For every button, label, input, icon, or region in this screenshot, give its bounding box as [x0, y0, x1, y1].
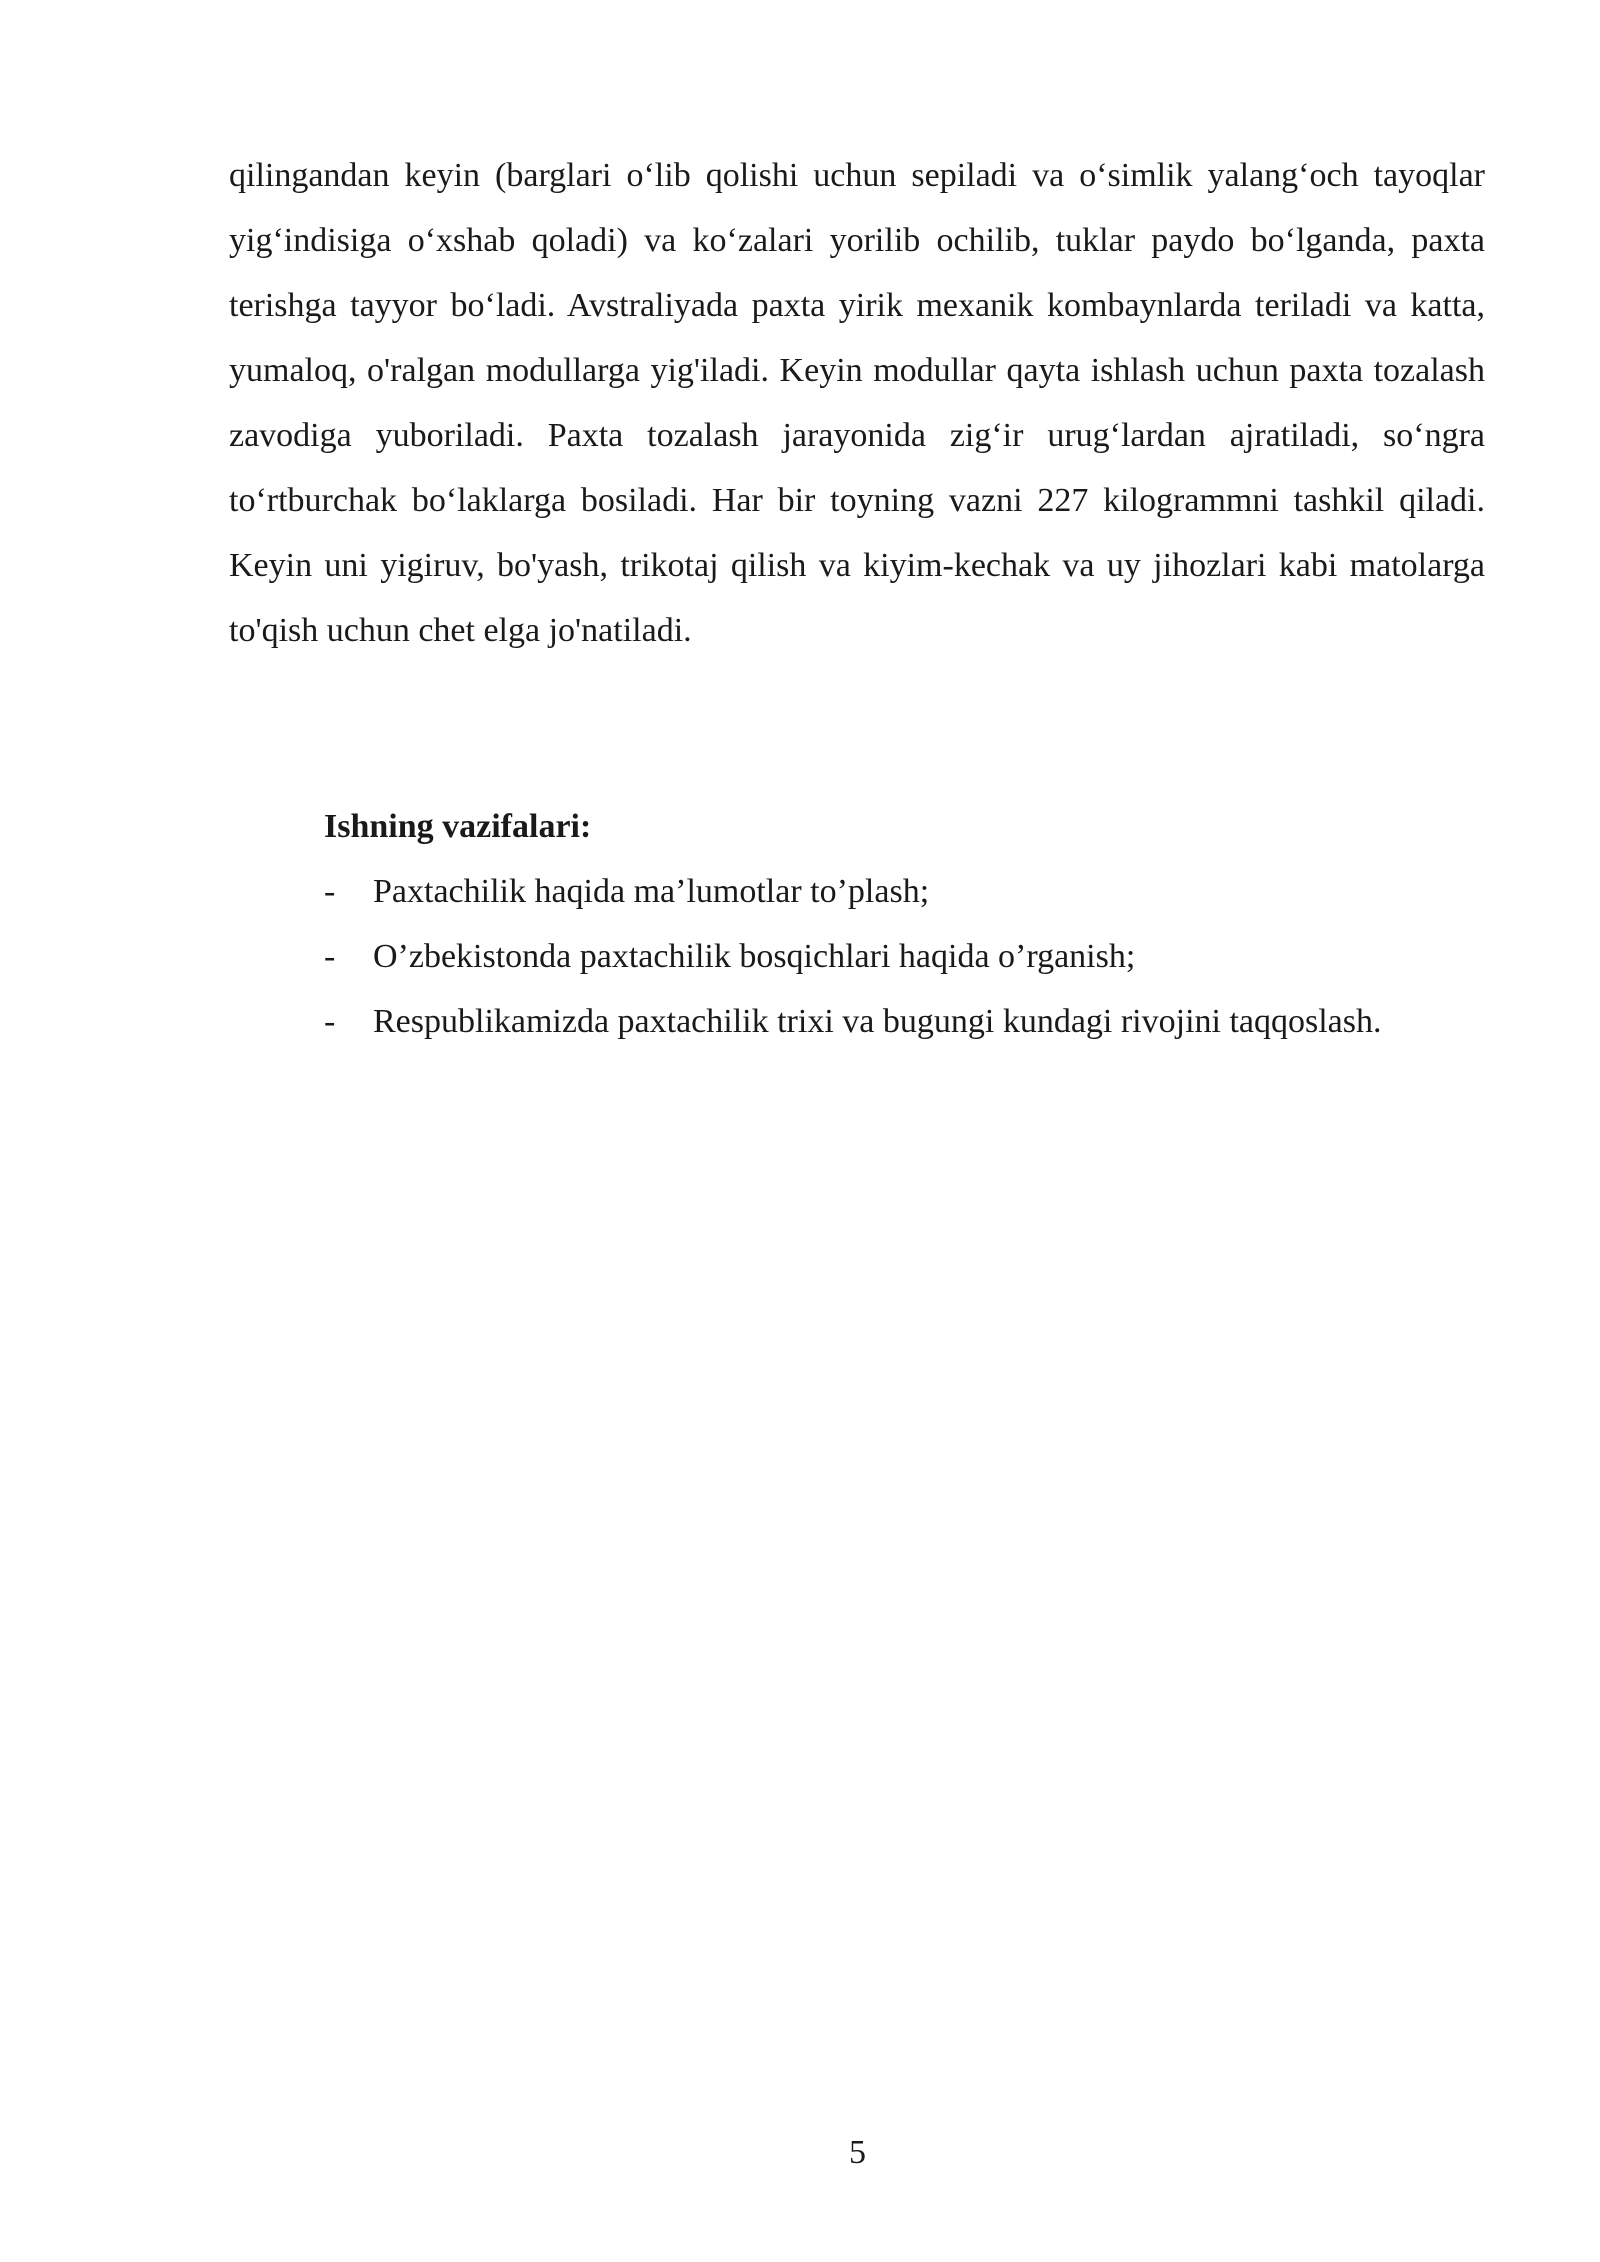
task-list	[324, 859, 1485, 1054]
body-paragraph: qilingandan keyin (barglari o‘lib qolishi uchun sepiladi va o‘simlik yalang‘och tayoqlar yig‘indisiga o‘xshab qoladi) va ko‘zalari yorilib ochilib, tuklar paydo bo‘lganda, paxta terishga tayyor bo‘ladi. Avstraliyada paxta yirik mexanik kombaynlarda teriladi va katta, yumaloq, o'ralgan modullarga yig'iladi. Keyin modullar qayta ishlash uchun paxta tozalash zavodiga yuboriladi. Paxta tozalash jarayonida zig‘ir urug‘lardan ajratiladi, so‘ngra to‘rtburchak bo‘laklarga bosiladi. Har bir toyning vazni 227 kilogrammni tashkil qiladi. Keyin uni yigiruv, bo'yash, trikotaj qilish va kiyim-kechak va uy jihozlari kabi matolarga to'qish uchun chet elga jo'natiladi.	[229, 157, 1485, 649]
task-bullet: -	[324, 1003, 336, 1040]
task-bullet: -	[324, 873, 336, 910]
task-bullet: -	[324, 938, 336, 975]
tasks-heading: Ishning vazifalari:	[324, 808, 592, 845]
task-text: Respublikamizda paxtachilik trixi va bugungi kundagi rivojini taqqoslash.	[373, 1003, 1382, 1040]
task-text: Paxtachilik haqida ma’lumotlar to’plash;	[373, 873, 930, 910]
task-item	[324, 989, 1485, 1054]
page-number: 5	[849, 2134, 866, 2171]
task-item	[324, 924, 1485, 989]
task-text: O’zbekistonda paxtachilik bosqichlari haqida o’rganish;	[373, 938, 1136, 975]
tasks-section	[324, 794, 1485, 1054]
task-item	[324, 859, 1485, 924]
